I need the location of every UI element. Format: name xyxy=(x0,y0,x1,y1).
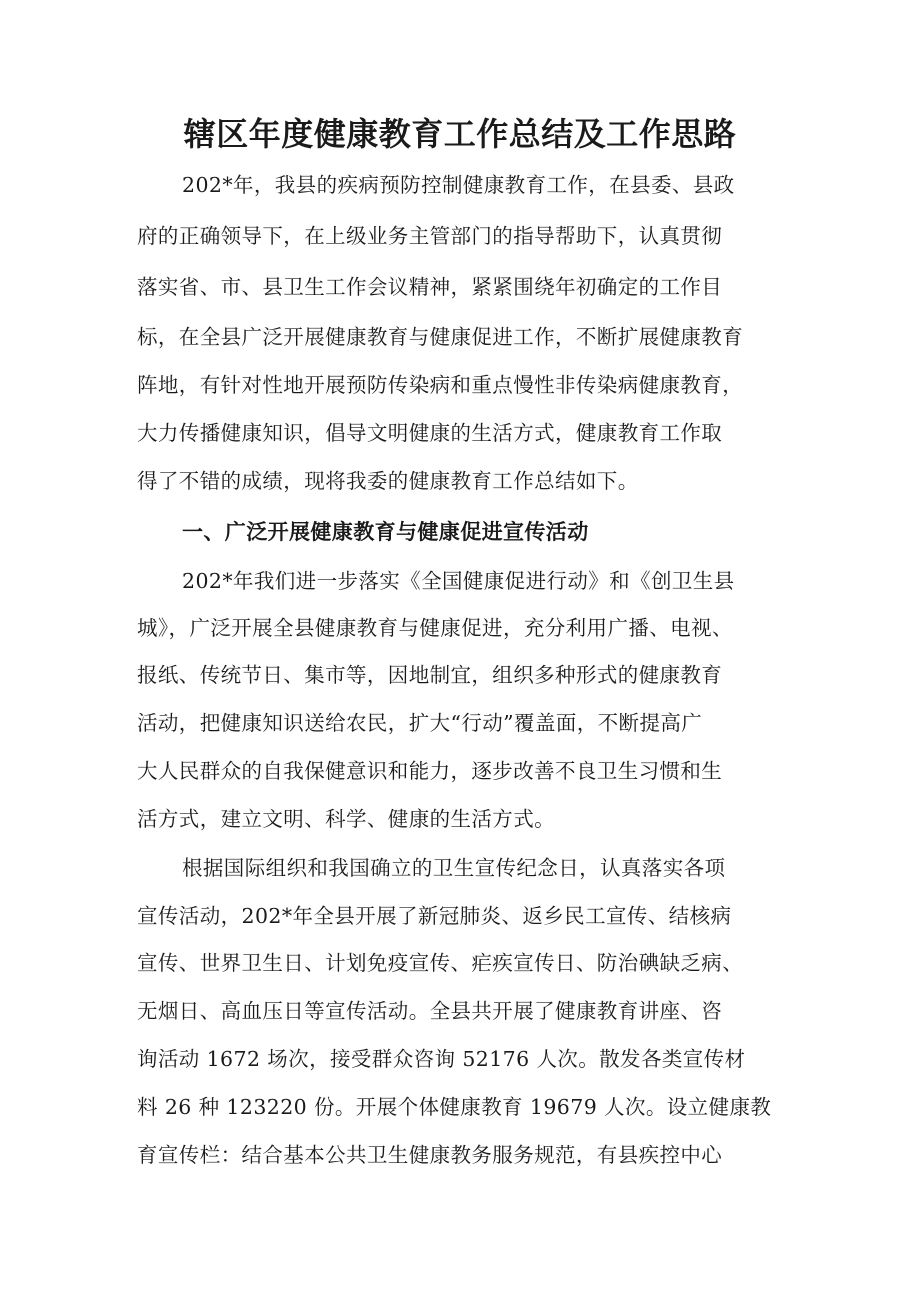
intro-line-6: 大力传播健康知识，倡导文明健康的生活方式，健康教育工作取 xyxy=(137,421,723,445)
section-1-para-1-line-3: 报纸、传统节日、集市等，因地制宜，组织多种形式的健康教育 xyxy=(137,663,723,687)
section-1-para-2-line-6: 料 26 种 123220 份。开展个体健康教育 19679 人次。设立健康教 xyxy=(137,1095,772,1119)
section-1-para-1-line-6: 活方式，建立文明、科学、健康的生活方式。 xyxy=(137,807,555,831)
section-1-para-1-line-1: 202*年我们进一步落实《全国健康促进行动》和《创卫生县 xyxy=(182,569,735,593)
section-1-para-1-line-4: 活动，把健康知识送给农民，扩大“行动”覆盖面，不断提高广 xyxy=(137,711,703,735)
document-title: 辖区年度健康教育工作总结及工作思路 xyxy=(183,115,737,153)
intro-line-1: 202*年，我县的疾病预防控制健康教育工作，在县委、县政 xyxy=(182,173,735,197)
intro-line-5: 阵地，有针对性地开展预防传染病和重点慢性非传染病健康教育， xyxy=(137,373,744,397)
section-1-para-2-line-7: 育宣传栏：结合基本公共卫生健康教务服务规范，有县疾控中心 xyxy=(137,1143,723,1167)
section-1-para-2-line-2: 宣传活动，202*年全县开展了新冠肺炎、返乡民工宣传、结核病 xyxy=(137,904,732,928)
section-1-heading: 一、广泛开展健康教育与健康促进宣传活动 xyxy=(182,520,589,544)
section-1-para-2-line-3: 宣传、世界卫生日、计划免疫宣传、疟疾宣传日、防治碘缺乏病、 xyxy=(137,951,744,975)
section-1-para-2-line-4: 无烟日、高血压日等宣传活动。全县共开展了健康教育讲座、咨 xyxy=(137,999,723,1023)
intro-line-4: 标，在全县广泛开展健康教育与健康促进工作，不断扩展健康教育 xyxy=(137,325,744,349)
section-1-para-2-line-1: 根据国际组织和我国确立的卫生宣传纪念日，认真落实各项 xyxy=(182,856,726,880)
section-1-para-1-line-5: 大人民群众的自我保健意识和能力，逐步改善不良卫生习惯和生 xyxy=(137,759,723,783)
section-1-para-1-line-2: 城》，广泛开展全县健康教育与健康促进，充分利用广播、电视、 xyxy=(137,616,733,640)
intro-line-7: 得了不错的成绩，现将我委的健康教育工作总结如下。 xyxy=(137,469,639,493)
intro-line-3: 落实省、市、县卫生工作会议精神，紧紧围绕年初确定的工作目 xyxy=(137,275,723,299)
section-1-para-2-line-5: 询活动 1672 场次，接受群众咨询 52176 人次。散发各类宣传材 xyxy=(137,1047,746,1071)
intro-line-2: 府的正确领导下，在上级业务主管部门的指导帮助下，认真贯彻 xyxy=(137,224,723,248)
